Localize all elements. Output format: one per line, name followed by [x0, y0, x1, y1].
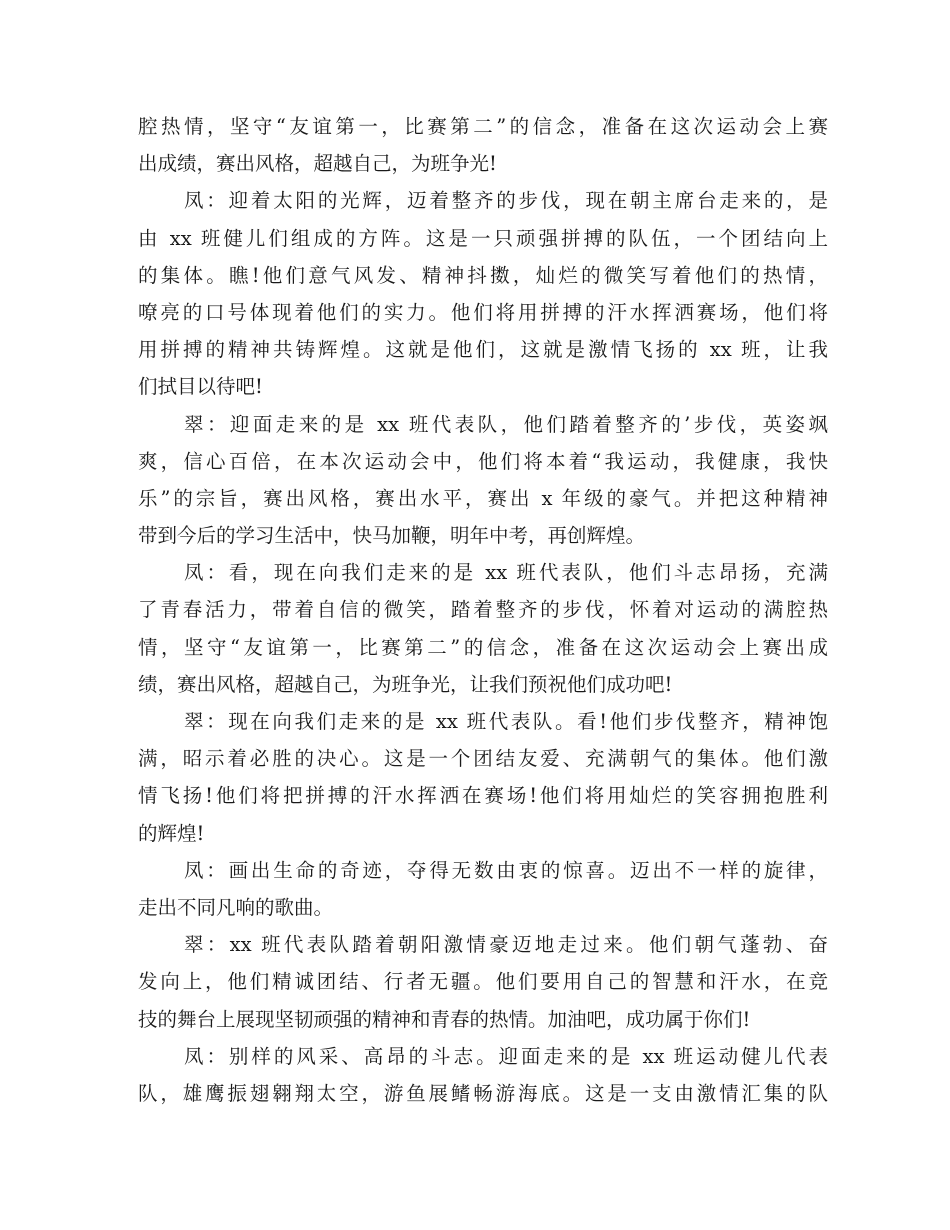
- text-line: 的辉煌!: [138, 821, 205, 845]
- text-line: 凤：看，现在向我们走来的是 xx 班代表队，他们斗志昂扬，充满: [184, 561, 828, 585]
- text-line: 翠：迎面走来的是 xx 班代表队，他们踏着整齐的’步伐，英姿飒: [184, 412, 828, 436]
- paragraph: [138, 554, 828, 703]
- paragraph: [138, 852, 828, 926]
- paragraph: [138, 703, 828, 852]
- text-line: 凤：迎着太阳的光辉，迈着整齐的步伐，现在朝主席台走来的，是: [184, 189, 828, 213]
- text-line: 绩，赛出风格，超越自己，为班争光，让我们预祝他们成功吧!: [138, 672, 673, 696]
- text-line: 出成绩，赛出风格，超越自己，为班争光!: [138, 152, 497, 176]
- text-line: 走出不同凡响的歌曲。: [138, 895, 334, 919]
- text-line: 情飞扬!他们将把拼搏的汗水挥洒在赛场!他们将用灿烂的笑容拥抱胜利: [138, 784, 828, 808]
- text-line: 由 xx 班健儿们组成的方阵。这是一只顽强拼搏的队伍，一个团结向上: [138, 226, 828, 250]
- text-line: 情，坚守“友谊第一，比赛第二”的信念，准备在这次运动会上赛出成: [138, 635, 828, 659]
- text-line: 满，昭示着必胜的决心。这是一个团结友爱、充满朝气的集体。他们激: [138, 747, 828, 771]
- paragraph: [138, 1038, 828, 1112]
- text-line: 发向上，他们精诚团结、行者无疆。他们要用自己的智慧和汗水，在竞: [138, 970, 828, 994]
- paragraph: [138, 182, 828, 405]
- text-line: 了青春活力，带着自信的微笑，踏着整齐的步伐，怀着对运动的满腔热: [138, 598, 828, 622]
- text-line: 爽，信心百倍，在本次运动会中，他们将本着“我运动，我健康，我快: [138, 449, 828, 473]
- text-line: 凤：别样的风采、高昂的斗志。迎面走来的是 xx 班运动健儿代表: [184, 1044, 828, 1068]
- paragraph: [138, 406, 828, 555]
- text-line: 乐”的宗旨，赛出风格，赛出水平，赛出 x 年级的豪气。并把这种精神: [138, 486, 828, 510]
- text-line: 的集体。瞧!他们意气风发、精神抖擞，灿烂的微笑写着他们的热情，: [138, 263, 828, 287]
- text-line: 凤：画出生命的奇迹，夺得无数由衷的惊喜。迈出不一样的旋律，: [184, 858, 828, 882]
- paragraph: [138, 926, 828, 1038]
- paragraph: [138, 108, 828, 182]
- text-line: 翠：现在向我们走来的是 xx 班代表队。看!他们步伐整齐，精神饱: [184, 710, 828, 733]
- text-line: 技的舞台上展现坚韧顽强的精神和青春的热情。加油吧，成功属于你们!: [138, 1007, 751, 1031]
- text-line: 带到今后的学习生活中，快马加鞭，明年中考，再创辉煌。: [138, 524, 646, 548]
- text-line: 腔热情，坚守“友谊第一，比赛第二”的信念，准备在这次运动会上赛: [138, 115, 828, 138]
- text-line: 嘹亮的口号体现着他们的实力。他们将用拼搏的汗水挥洒赛场，他们将: [138, 300, 828, 324]
- body-text: [138, 108, 828, 1112]
- text-line: 们拭目以待吧!: [138, 375, 263, 399]
- text-line: 翠：xx 班代表队踏着朝阳激情豪迈地走过来。他们朝气蓬勃、奋: [184, 933, 828, 957]
- text-line: 用拼搏的精神共铸辉煌。这就是他们，这就是激情飞扬的 xx 班，让我: [138, 338, 828, 362]
- text-line: 队，雄鹰振翅翱翔太空，游鱼展鳍畅游海底。这是一支由激情汇集的队: [138, 1081, 828, 1105]
